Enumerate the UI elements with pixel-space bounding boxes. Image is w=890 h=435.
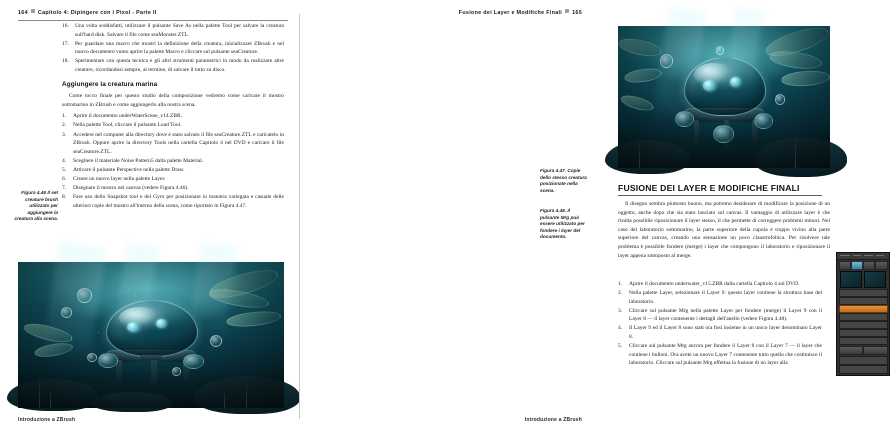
vignette [618,26,830,168]
list-item [62,57,284,74]
layer-row[interactable] [839,337,888,345]
right-page-number: 165 [572,10,582,16]
left-header-rule [18,20,288,21]
right-numbered-list [618,280,822,371]
list-item-number: 16. [62,23,69,29]
list-item [62,121,284,130]
list-item [62,40,284,57]
page-gutter-divider [299,14,300,419]
right-running-foot [525,417,582,423]
panel-label [876,255,884,256]
layer-slider[interactable] [839,365,888,374]
layer-slider[interactable] [839,356,888,365]
list-item-text: Nella palette Tool, cliccare il pulsante Load Tool. [73,122,182,129]
layer-row[interactable] [839,313,888,321]
left-figure-caption: Figura 4.46 Il set creature brush utilizzato per aggiungere la creatura alla scena. [14,190,58,222]
list-item [618,342,822,368]
list-item [618,289,822,306]
list-item-number: 4. [618,325,623,332]
layer-row[interactable] [839,321,888,329]
list-item-text: Per guardare una macro che mostri la definizione della creatura, inizializzare ZBrush e nel nuovo documento vuoto aprire la palette Macro e cliccare sul pulsante seaCreature. [75,40,284,56]
list-item-number: 2. [62,122,67,129]
right-body-paragraph: Il disegno sembra piuttosto buono, ma potremo desiderare di modificare la posizione di un oggetto, anche dopo che sia stato lanciato sul canvas. Il vantaggio di utilizzare layer è che risulta possibile riposizionare il layer stesso, il che permette di correggere problemi minori. Nel caso del laboratorio sottomarino, la parte superiore della cupola è troppo vicino alla parte superiore del canvas, creando una sensazione un poco claustrofobica. Per risolvere tale problema è possibile fondere (merge) i layer che compongono il laboratorio e riposizionare il layer appena sottoposto al merge. [618,201,830,259]
right-body-paragraph-block [618,200,830,263]
layer-row[interactable] [839,289,888,297]
list-item-text: Accedere nel computer alla directory dove è stato salvato il file seaCreature.ZTL e caricatelo in ZBrush. Oppure aprire la directory Tools nella cartella Capitolo 4 nel DVD e caricare il file seaCreature.ZTL. [73,131,284,155]
left-running-head [18,9,157,20]
right-numbered-list-items [618,280,822,368]
left-running-head-title: Capitolo 4: Dipingere con i Pixol - Parte II [37,10,157,16]
layer-action-button[interactable] [839,346,863,355]
left-intro-paragraph: Come tocco finale per questo studio della composizione vedremo come caricare il mostro sottomarino in ZBrush e come aggiungerlo alla nostra scena. [62,93,284,108]
layer-button[interactable] [863,261,875,270]
list-item-number: 2. [618,290,623,297]
panel-label [864,255,873,256]
list-item-number: 4. [62,157,67,164]
list-item-text: Scegliere il materiale Noise Pattern5 dalla palette Material. [73,157,204,164]
list-item [62,112,284,121]
list-item [618,307,822,324]
left-page [0,0,300,435]
layer-action-button[interactable] [863,346,888,355]
list-item [62,22,284,39]
section-heading-rule [618,195,822,196]
list-item-number: 17. [62,40,69,47]
list-item [62,193,284,210]
active-layer-row[interactable] [839,305,888,313]
left-numbered-list-top [62,22,284,75]
list-item [618,324,822,341]
list-item-number: 1. [618,281,623,287]
right-running-head-title: Fusione dei Layer e Modifiche Finali [458,10,563,16]
figure-4-46-image [18,262,284,408]
list-item-text: Aprire il documento underwater_v15.ZBR dalla cartella Capitolo 4 sul DVD. [629,281,800,287]
figure-4-47-image [618,26,830,168]
layer-button[interactable] [839,261,851,270]
layer-row[interactable] [839,297,888,305]
list-item-text: Una volta soddisfatti, utilizzare il pulsante Save As nella palette Tool per salvare la creatura sull'hard disk. Salvare il file come seaMonster.ZTL. [75,23,284,38]
list-item-number: 3. [62,131,67,138]
list-item-text: Attivare il pulsante Perspective nella palette Draw. [73,166,185,173]
left-text-column [62,22,284,213]
square-bullet-icon [565,9,569,13]
square-bullet-icon [31,9,35,13]
list-item-text: Cliccare sul pulsante Mrg ancora per fondere il Layer 8 con il Layer 7 — il layer che contiene i bulloni. Ora avete un nuovo Layer 7 contenente tutto quello che costituisce il laboratorio. Cliccare sul pulsante Mrg effettua la fusione di un layer alla [629,343,822,367]
left-page-number: 164 [18,10,28,16]
list-item-text: Sperimentare con questa tecnica e gli altri strumenti parametrici in modo da realizzare altre creature, ricordandosi sempre, al termine, di salvare il tutto su disco. [75,58,284,73]
list-item-number: 5. [62,166,67,173]
figure-4-48-image [836,252,890,376]
section-heading: FUSIONE DEI LAYER E MODIFICHE FINALI [618,183,800,193]
panel-label [840,255,850,256]
left-running-foot [18,417,75,423]
left-subheading: Aggiungere la creatura marina [62,80,158,88]
list-item-text: Nella palette Layer, selezionare il Layer 9: questo layer contiene la struttura base del laboratorio. [629,290,822,305]
left-numbered-list-bottom [62,112,284,210]
list-item-number: 5. [618,343,623,350]
list-item-text: Cliccare sul pulsante Mrg nella palette Layer per fondere (merge) il Layer 9 con il Layer 8 — il layer contenente i dettagli dell'anello (vedere Figura 4.48). [629,307,822,323]
right-page [300,0,830,435]
list-item-text: Disegnare il mostro nel canvas (vedere Figura 4.46). [73,185,189,192]
list-item-text: Creare un nuovo layer nella palette Layer. [73,176,166,182]
caption-figure-4-47: Figura 4.47. Copie dello stesso creatura posizionate nella scena. [540,168,587,193]
right-section-heading-block [618,184,822,200]
right-running-head [459,9,582,20]
right-running-foot-text: Introduzione a ZBrush [524,417,582,423]
list-item [62,175,284,184]
list-item [62,157,284,166]
list-item-number: 1. [62,113,67,120]
list-item [62,166,284,175]
layer-row[interactable] [839,329,888,337]
list-item-number: 18. [62,58,69,65]
caption-figure-4-48: Figura 4.48. Il pulsante Mrg può essere utilizzato per fondere i layer del documento. [540,208,585,240]
layer-thumbnail[interactable] [864,271,886,288]
layer-thumbnail[interactable] [840,271,862,288]
list-item-number: 6. [62,176,67,182]
merge-mrg-button[interactable] [851,261,863,270]
list-item-text: Fare uso dello Snapshot tool e del Gyro per posizionare in maniera variegata e casuale delle ulteriori copie del mostro all'interno della scena, come riportato in Figura 4.47. [73,194,284,209]
list-item-number: 7. [62,185,67,192]
vignette [18,262,284,408]
list-item-text: Aprire il documento underWaterScene_v14.ZBR. [73,113,183,120]
panel-label [853,255,861,256]
left-running-foot-text: Introduzione a ZBrush [18,417,76,423]
layer-button[interactable] [875,261,888,270]
list-item-number: 3. [618,307,623,314]
list-item [618,280,822,289]
list-item-number: 8. [62,194,67,201]
list-item [62,184,284,193]
list-item [62,131,284,157]
list-item-text: Il Layer 9 ed il Layer 8 sono stati ora fusi insieme in un unico layer denominato Layer 8. [629,325,822,341]
